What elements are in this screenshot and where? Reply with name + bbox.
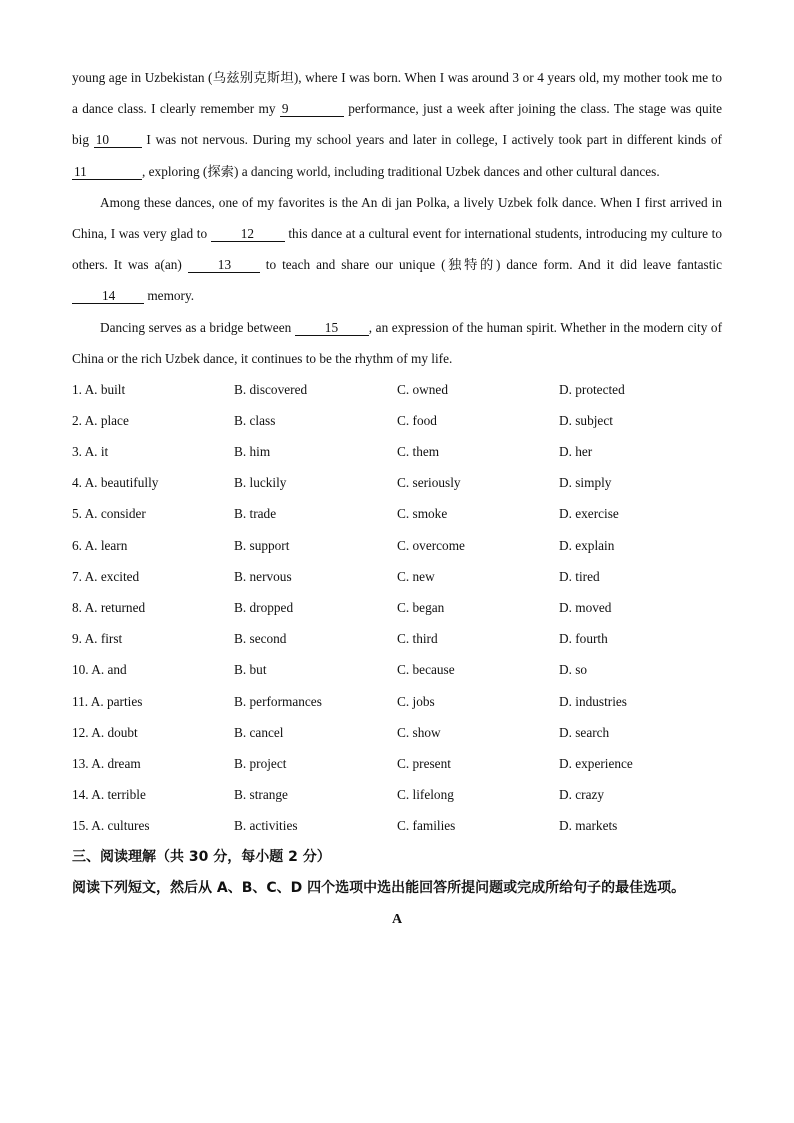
option-b[interactable]: B. second [234, 631, 287, 647]
answer-blank[interactable]: 10 [94, 133, 142, 148]
option-b[interactable]: B. trade [234, 506, 277, 522]
option-a[interactable]: 7. A. excited [72, 568, 140, 584]
option-d[interactable]: D. simply [559, 475, 612, 491]
passage-text: , exploring (探索) a dancing world, including traditional Uzbek dances and other cultural dances. [142, 163, 660, 179]
option-b[interactable]: B. but [234, 662, 267, 678]
option-c[interactable]: C. seriously [397, 475, 461, 491]
option-a[interactable]: 5. A. consider [72, 506, 146, 522]
option-d[interactable]: D. explain [559, 537, 615, 553]
question-options-row [72, 436, 722, 467]
question-options-row [72, 779, 722, 810]
option-d[interactable]: D. experience [559, 755, 633, 771]
section-title: 三、阅读理解（共 30 分，每小题 2 分） [72, 848, 331, 865]
passage-text: memory. [144, 288, 195, 304]
passage-paragraph-2 [72, 187, 722, 312]
question-options-row [72, 811, 722, 842]
option-c[interactable]: C. owned [397, 381, 448, 397]
question-options-row [72, 405, 722, 436]
option-c[interactable]: C. food [397, 412, 437, 428]
answer-blank[interactable]: 15 [295, 321, 369, 336]
question-options-row [72, 655, 722, 686]
question-options-row [72, 374, 722, 405]
question-options-row [72, 717, 722, 748]
option-a[interactable]: 9. A. first [72, 631, 123, 647]
section-instruction: 阅读下列短文，然后从 A、B、C、D 四个选项中选出能回答所提问题或完成所给句子的最佳选项。 [72, 879, 686, 896]
question-options-row [72, 499, 722, 530]
option-c[interactable]: C. lifelong [397, 787, 454, 803]
option-b[interactable]: B. dropped [234, 599, 294, 615]
option-b[interactable]: B. strange [234, 787, 288, 803]
option-a[interactable]: 14. A. terrible [72, 787, 146, 803]
passage-text: to teach and share our unique (独特的) dance form. And it did leave fantastic [259, 257, 722, 273]
option-a[interactable]: 10. A. and [72, 662, 127, 678]
answer-blank[interactable]: 13 [188, 258, 260, 273]
option-c[interactable]: C. new [397, 568, 435, 584]
option-a[interactable]: 3. A. it [72, 444, 109, 459]
answer-blank[interactable]: 12 [211, 227, 285, 242]
option-a[interactable]: 6. A. learn [72, 537, 128, 553]
option-c[interactable]: C. third [397, 631, 438, 647]
option-a[interactable]: 12. A. doubt [72, 724, 138, 740]
option-a[interactable]: 4. A. beautifully [72, 475, 159, 491]
option-b[interactable]: B. activities [234, 818, 298, 834]
passage-text: performance, just a week after joining the class. The stage was quite big [72, 101, 722, 148]
option-b[interactable]: B. performances [234, 693, 322, 709]
passage-text: Dancing serves as a bridge between [100, 319, 295, 335]
passage-text: I was not nervous. During my school years and later in college, I actively took part in different kinds of [141, 132, 722, 148]
question-options-row [72, 624, 722, 655]
option-c[interactable]: C. present [397, 755, 451, 771]
question-options-row [72, 530, 722, 561]
exam-page [72, 62, 722, 935]
option-b[interactable]: B. luckily [234, 475, 287, 491]
option-c[interactable]: C. smoke [397, 506, 448, 522]
option-d[interactable]: D. so [559, 662, 588, 678]
question-options-row [72, 686, 722, 717]
option-b[interactable]: B. project [234, 755, 287, 771]
option-d[interactable]: D. industries [559, 693, 627, 709]
option-b[interactable]: B. class [234, 412, 276, 428]
option-d[interactable]: D. subject [559, 412, 613, 428]
option-a[interactable]: 11. A. parties [72, 693, 143, 709]
option-b[interactable]: B. discovered [234, 381, 308, 397]
passage-text: this dance at a cultural event for international students, introducing my culture to others. It was a(an) [72, 226, 722, 273]
passage-paragraph-3 [72, 312, 722, 374]
option-c[interactable]: C. them [397, 444, 440, 459]
passage-label: A [391, 911, 403, 927]
passage-text: Among these dances, one of my favorites is the An di jan Polka, a lively Uzbek folk dance. When I first arrived in China, I was very glad to [72, 194, 722, 242]
option-b[interactable]: B. cancel [234, 724, 284, 740]
question-options-row [72, 468, 722, 499]
option-d[interactable]: D. markets [559, 818, 618, 834]
option-a[interactable]: 15. A. cultures [72, 818, 150, 834]
passage-paragraph-1 [72, 62, 722, 187]
option-d[interactable]: D. tired [559, 568, 600, 584]
option-c[interactable]: C. jobs [397, 693, 435, 709]
answer-blank[interactable]: 11 [72, 165, 142, 180]
option-d[interactable]: D. fourth [559, 631, 608, 647]
option-a[interactable]: 13. A. dream [72, 755, 141, 771]
option-a[interactable]: 1. A. built [72, 381, 126, 397]
answer-blank[interactable]: 14 [72, 289, 144, 304]
option-a[interactable]: 2. A. place [72, 412, 129, 428]
question-options-row [72, 592, 722, 623]
option-d[interactable]: D. exercise [559, 506, 619, 522]
option-c[interactable]: C. because [397, 662, 455, 678]
answer-blank[interactable]: 9 [280, 102, 344, 117]
option-d[interactable]: D. moved [559, 599, 612, 615]
question-options-row [72, 748, 722, 779]
option-d[interactable]: D. crazy [559, 787, 605, 803]
passage-text: young age in Uzbekistan (乌兹别克斯坦), where I was born. When I was around 3 or 4 years old, my mother took me to a dance class. I clearly remember my [72, 70, 722, 117]
option-c[interactable]: C. families [397, 818, 456, 834]
option-c[interactable]: C. began [397, 599, 445, 615]
question-options-row [72, 561, 722, 592]
option-b[interactable]: B. nervous [234, 568, 292, 584]
options-list [72, 374, 722, 842]
option-d[interactable]: D. protected [559, 381, 625, 397]
option-a[interactable]: 8. A. returned [72, 599, 146, 615]
option-b[interactable]: B. him [234, 444, 271, 459]
passage-text: , an expression of the human spirit. Whether in the modern city of China or the rich Uzbek dance, it continues to be the rhythm of my life. [72, 319, 722, 366]
option-c[interactable]: C. overcome [397, 537, 465, 553]
option-c[interactable]: C. show [397, 724, 441, 740]
option-d[interactable]: D. search [559, 724, 610, 740]
option-b[interactable]: B. support [234, 537, 290, 553]
option-d[interactable]: D. her [559, 444, 593, 459]
